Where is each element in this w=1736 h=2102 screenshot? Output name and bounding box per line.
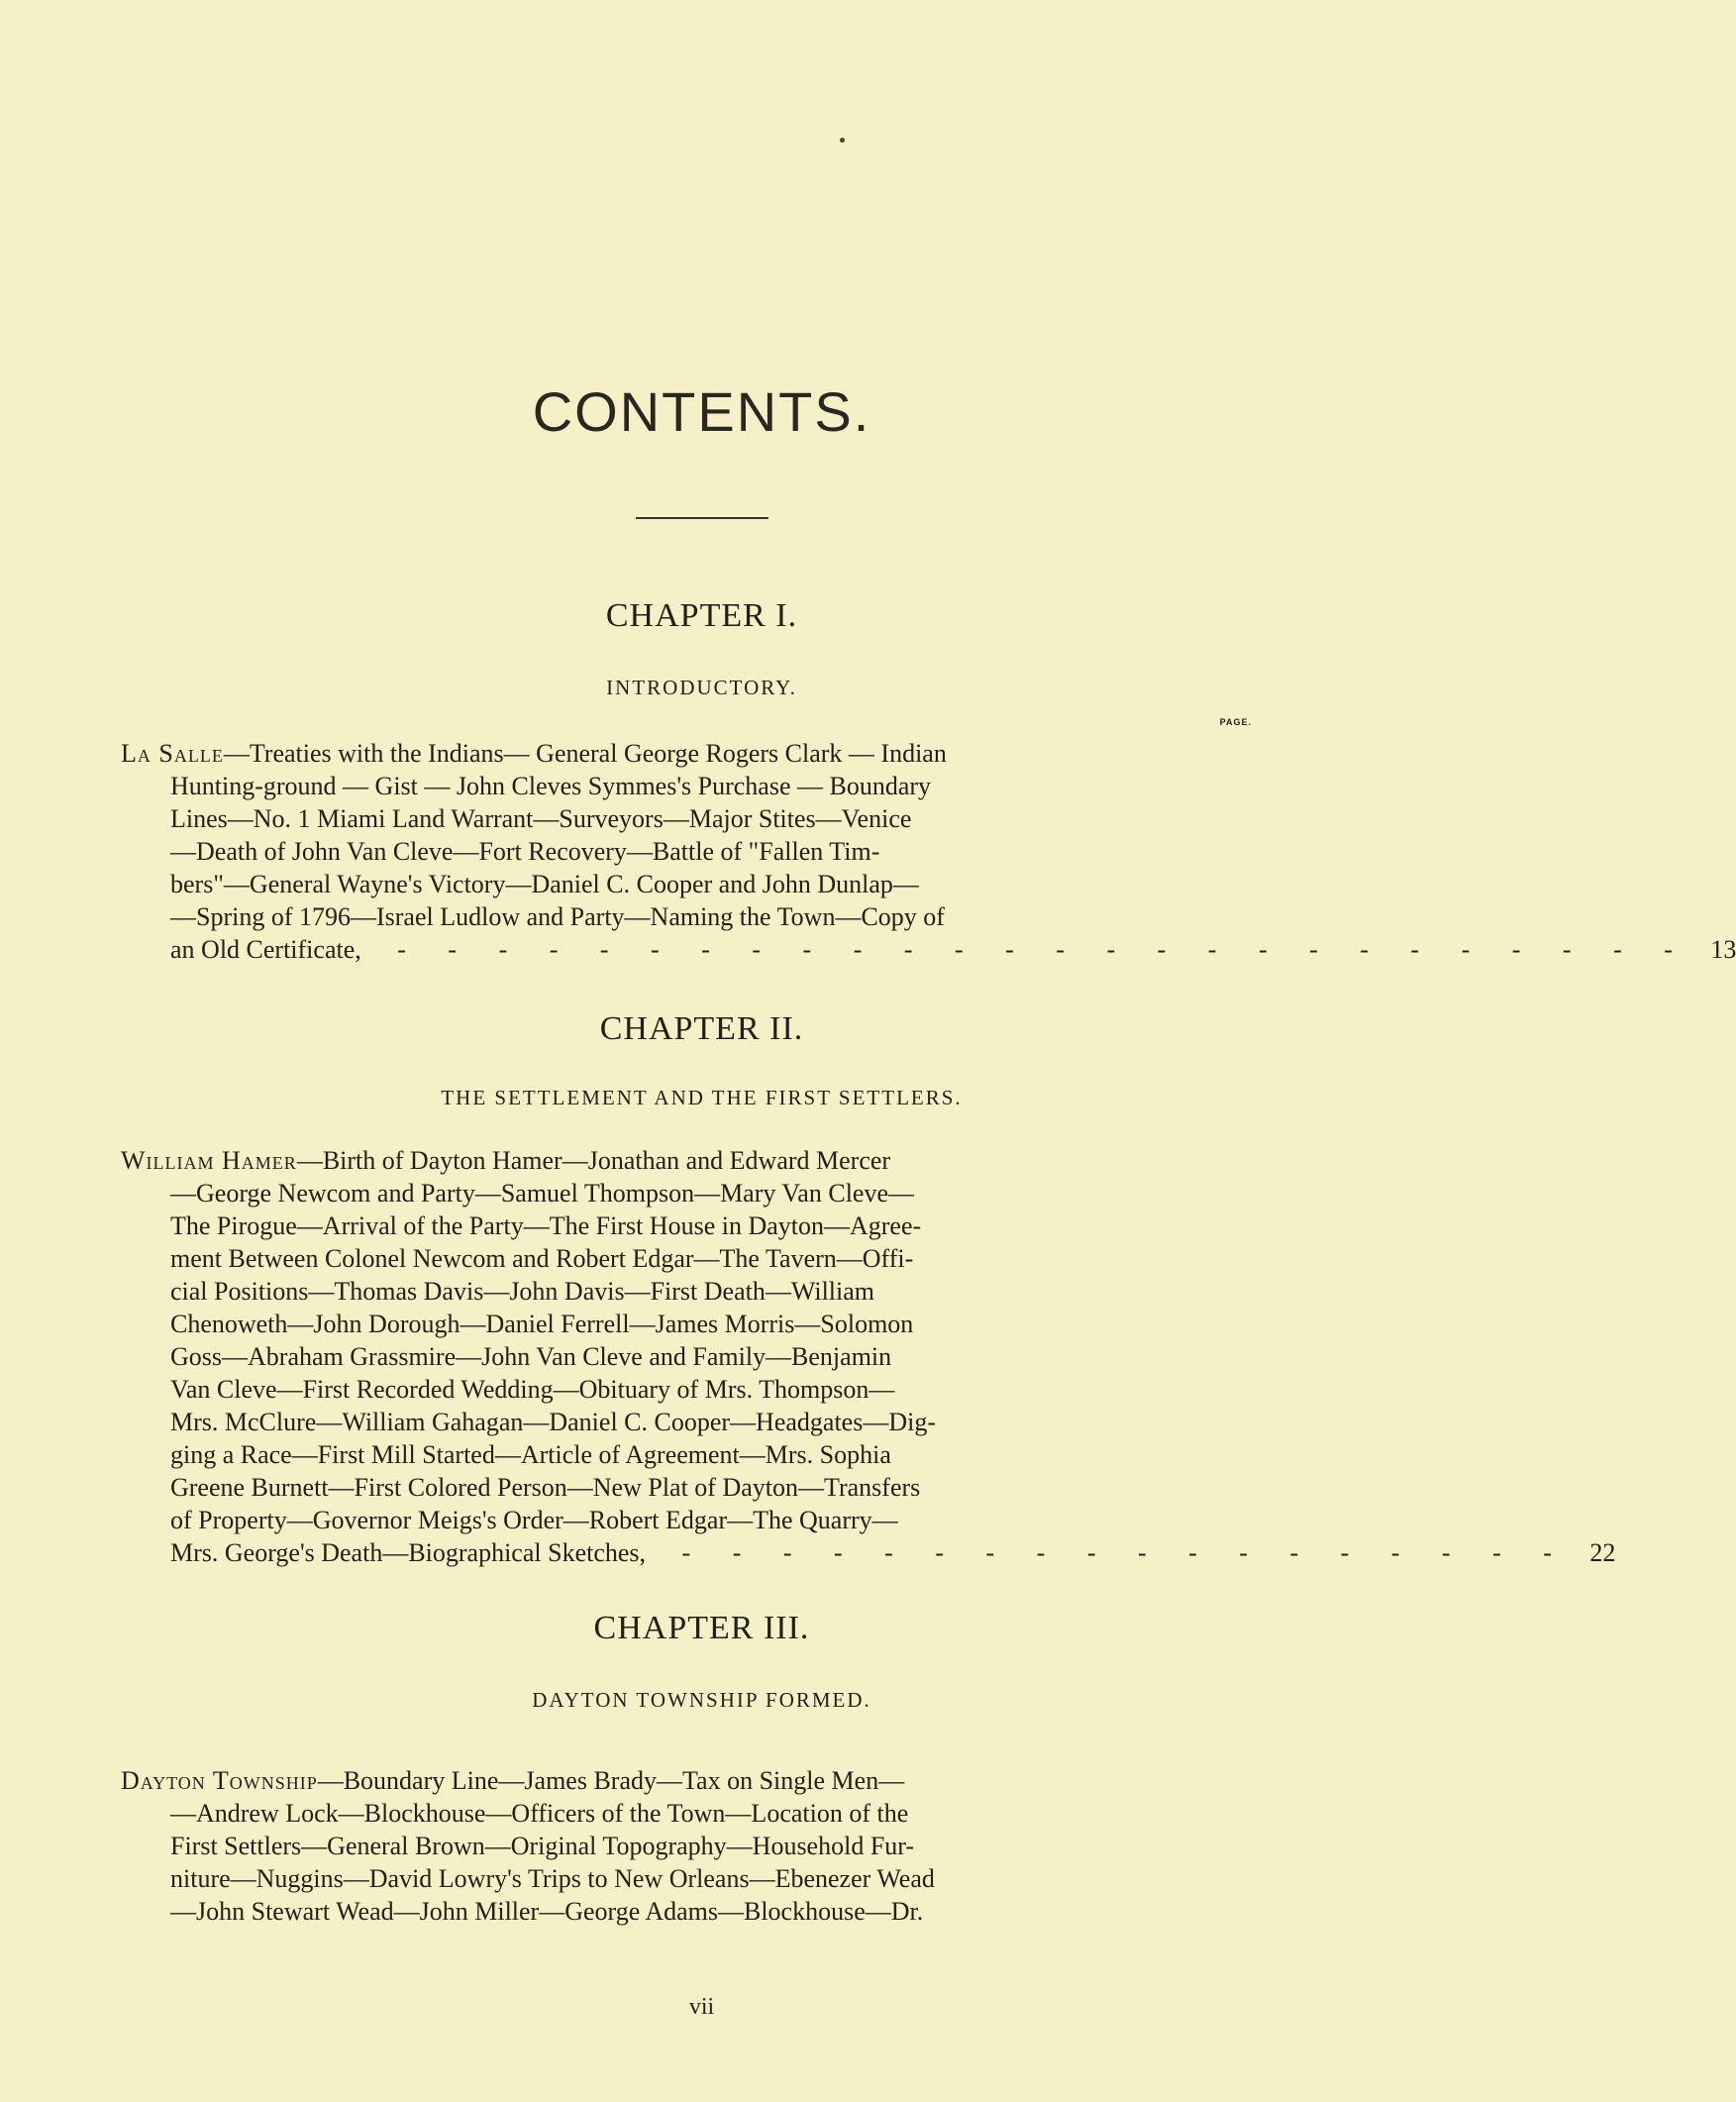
summary-line: La Salle—Treaties with the Indians— General George Rogers Clark — Indian: [121, 739, 947, 768]
page-number: 13: [1710, 935, 1736, 964]
summary-line: Goss—Abraham Grassmire—John Van Cleve and Family—Benjamin: [170, 1342, 892, 1371]
chapter-3-heading: CHAPTER III.: [593, 1610, 810, 1646]
chapter-1-heading: CHAPTER I.: [605, 597, 798, 634]
chapter-2-heading: CHAPTER II.: [599, 1010, 804, 1047]
dot-leader: - - - - - - - - - - - - - - - - - -: [681, 1538, 1570, 1567]
summary-last-line: Mrs. George's Death—Biographical Sketches, - - - - - - - - - - - - - - - - - - 22: [170, 1538, 1616, 1567]
page-title: CONTENTS.: [532, 380, 871, 443]
page-number: 22: [1589, 1538, 1616, 1567]
summary-line: —Andrew Lock—Blockhouse—Officers of the Town—Location of the: [170, 1799, 909, 1828]
chapter-1-summary: [121, 737, 1736, 966]
summary-line: —Spring of 1796—Israel Ludlow and Party—Naming the Town—Copy of: [170, 902, 945, 931]
summary-lead: Dayton Township: [121, 1766, 318, 1795]
summary-line: First Settlers—General Brown—Original Topography—Household Fur-: [170, 1832, 915, 1860]
dot-leader: - - - - - - - - - - - - - - - - - - - - - - - - - -: [397, 935, 1690, 964]
summary-line: bers"—General Wayne's Victory—Daniel C. Cooper and John Dunlap—: [170, 870, 919, 898]
chapter-2-subtitle: THE SETTLEMENT AND THE FIRST SETTLERS.: [441, 1086, 963, 1109]
summary-line: William Hamer—Birth of Dayton Hamer—Jonathan and Edward Mercer: [121, 1146, 891, 1175]
summary-lead: La Salle: [121, 739, 224, 768]
summary-line: Van Cleve—First Recorded Wedding—Obituary of Mrs. Thompson—: [170, 1375, 895, 1404]
summary-line: cial Positions—Thomas Davis—John Davis—First Death—William: [170, 1277, 875, 1306]
chapter-3-subtitle: DAYTON TOWNSHIP FORMED.: [532, 1688, 871, 1712]
chapter-1-subtitle: INTRODUCTORY.: [606, 676, 797, 699]
summary-line: The Pirogue—Arrival of the Party—The First House in Dayton—Agree-: [170, 1211, 922, 1240]
summary-lead: William Hamer: [121, 1146, 297, 1175]
summary-line: of Property—Governor Meigs's Order—Robert Edgar—The Quarry—: [170, 1506, 898, 1534]
summary-line: Mrs. McClure—William Gahagan—Daniel C. Cooper—Headgates—Dig-: [170, 1408, 936, 1436]
summary-line: —George Newcom and Party—Samuel Thompson—Mary Van Cleve—: [170, 1179, 914, 1208]
summary-line: ging a Race—First Mill Started—Article of Agreement—Mrs. Sophia: [170, 1440, 891, 1469]
summary-line: Greene Burnett—First Colored Person—New Plat of Dayton—Transfers: [170, 1473, 921, 1502]
summary-line: —John Stewart Wead—John Miller—George Adams—Blockhouse—Dr.: [170, 1897, 924, 1926]
summary-line: ment Between Colonel Newcom and Robert Edgar—The Tavern—Offi-: [170, 1244, 914, 1273]
chapter-3-summary: [121, 1764, 1250, 1928]
page-column-label: PAGE.: [1219, 717, 1252, 727]
summary-line: Chenoweth—John Dorough—Daniel Ferrell—James Morris—Solomon: [170, 1310, 914, 1338]
ink-speck: [840, 138, 845, 143]
page-folio: vii: [688, 1994, 715, 2020]
summary-line: —Death of John Van Cleve—Fort Recovery—Battle of "Fallen Tim-: [170, 837, 880, 866]
summary-line: Hunting-ground — Gist — John Cleves Symmes's Purchase — Boundary: [170, 772, 932, 800]
title-rule: [636, 517, 768, 519]
summary-last-line: an Old Certificate, - - - - - - - - - - - - - - - - - - - - - - - - - - 13: [170, 935, 1736, 964]
summary-line: Lines—No. 1 Miami Land Warrant—Surveyors—Major Stites—Venice: [170, 804, 912, 833]
summary-line: niture—Nuggins—David Lowry's Trips to New Orleans—Ebenezer Wead: [170, 1864, 935, 1893]
chapter-2-summary: [121, 1144, 1616, 1569]
summary-line: Dayton Township—Boundary Line—James Brady—Tax on Single Men—: [121, 1766, 905, 1795]
